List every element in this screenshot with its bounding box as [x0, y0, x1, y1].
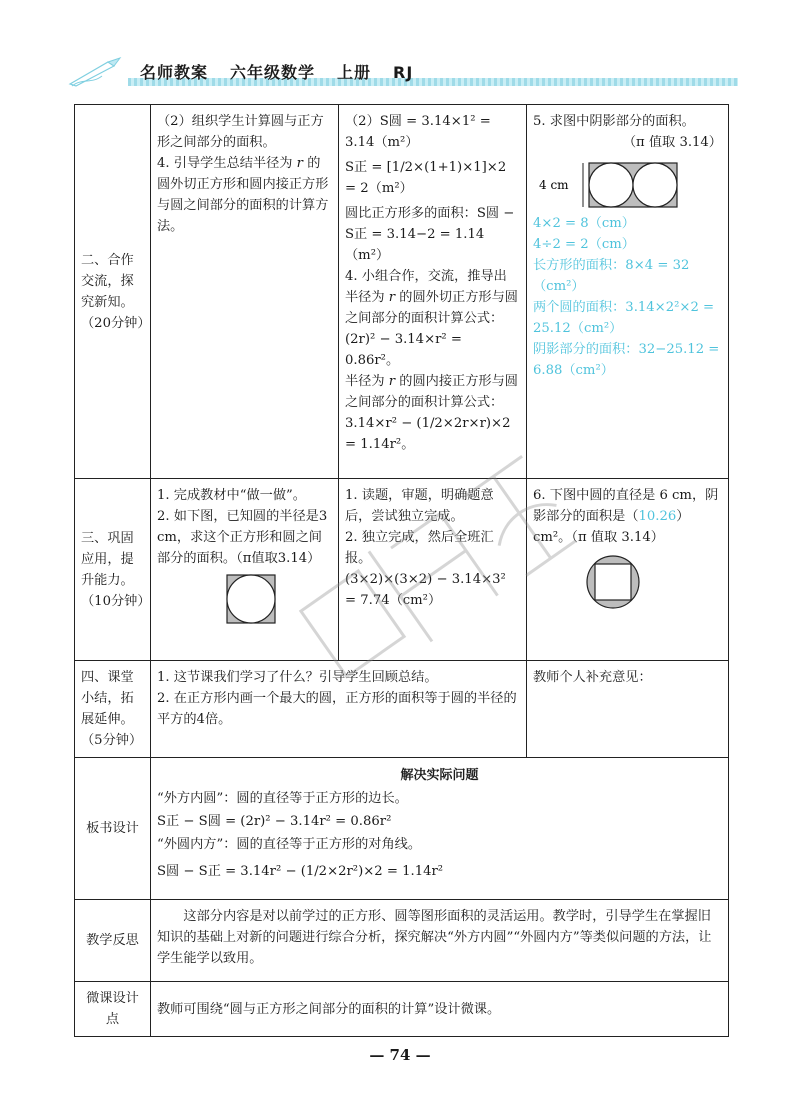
- teacher-activity: [151, 479, 339, 661]
- formula-line: S正 − S圆 = (2r)² − 3.14r² = 0.86r²: [157, 814, 392, 829]
- header-title: [140, 60, 435, 83]
- answer-line: 4÷2 = 2（cm）: [533, 237, 635, 252]
- text-line: 1. 这节课我们学习了什么？引导学生回顾总结。: [157, 670, 438, 685]
- pi-note: （π 值取 3.14）: [622, 135, 722, 150]
- text-line: “外方内圆”：圆的直径等于正方形的边长。: [157, 791, 408, 806]
- exercise-question: 6. 下图中圆的直径是 6 cm，阴影部分的面积是（10.26）cm²。（π 值取 3.14）: [533, 488, 719, 545]
- stage-label: 二、合作交流，探究新知。（20分钟）: [75, 105, 151, 479]
- text-line: 半径为 r 的圆内接正方形与圆之间部分的面积计算公式：3.14×r² − (1/2×2r×r)×2 = 1.14r²。: [345, 374, 518, 452]
- circle-in-square-figure: [217, 573, 287, 625]
- pen-icon: [68, 56, 128, 88]
- table-row: [75, 982, 729, 1037]
- text-line: 2. 在正方形内画一个最大的圆，正方形的面积等于圆的半径的平方的4倍。: [157, 691, 517, 727]
- book-name: 名师教案: [140, 63, 209, 82]
- text-line: 圆比正方形多的面积：S圆 − S正 = 3.14−2 = 1.14（m²）: [345, 206, 515, 263]
- board-title: 解决实际问题: [400, 768, 479, 783]
- answer-line: 两个圆的面积：3.14×2²×2 = 25.12（cm²）: [533, 300, 715, 336]
- text-line: 4. 小组合作，交流，推导出半径为 r 的圆外切正方形与圆之间部分的面积计算公式：(2r)² − 3.14×r² = 0.86r²。: [345, 269, 518, 368]
- stage-label: 三、巩固应用，提升能力。（10分钟）: [75, 479, 151, 661]
- table-row: [75, 661, 729, 758]
- micro-course-text: 教师可围绕“圆与正方形之间部分的面积的计算”设计微课。: [151, 982, 729, 1037]
- table-row: [75, 479, 729, 661]
- table-row: [75, 900, 729, 982]
- text-line: （2）S圆 = 3.14×1² = 3.14（m²）: [345, 114, 491, 150]
- table-row: [75, 105, 729, 479]
- reflection-text: 这部分内容是对以前学过的正方形、圆等图形面积的灵活运用。教学时，引导学生在掌握旧知识的基础上对新的问题进行综合分析，探究解决“外方内圆”“外圆内方”等类似问题的方法，让学生能学以致用。: [151, 900, 729, 982]
- text-line: (3×2)×(3×2) − 3.14×3² = 7.74（cm²）: [345, 572, 506, 608]
- grade: 六年级数学: [230, 63, 316, 82]
- section-label: 微课设计点: [75, 982, 151, 1037]
- exercise: [527, 479, 729, 661]
- answer-line: 阴影部分的面积：32−25.12 = 6.88（cm²）: [533, 342, 720, 378]
- formula-line: S圆 − S正 = 3.14r² − (1/2×2r²)×2 = 1.14r²: [157, 864, 444, 879]
- exercise-question: 5. 求图中阴影部分的面积。: [533, 114, 695, 129]
- answer-value: 10.26: [638, 509, 677, 524]
- lesson-plan-table: [74, 104, 729, 1037]
- text-line: 1. 读题，审题，明确题意后，尝试独立完成。: [345, 488, 494, 524]
- volume: 上册: [337, 63, 372, 82]
- student-activity: [339, 479, 527, 661]
- text-line: “外圆内方”：圆的直径等于正方形的对角线。: [157, 837, 422, 852]
- summary: [151, 661, 527, 758]
- text-line: 4. 引导学生总结半径为 r 的圆外切正方形和圆内接正方形与圆之间部分的面积的计算方法。: [157, 156, 329, 234]
- edition: RJ: [393, 63, 414, 82]
- answer-line: 4×2 = 8（cm）: [533, 216, 635, 231]
- section-label: 教学反思: [75, 900, 151, 982]
- section-label: 板书设计: [75, 758, 151, 900]
- page-header: [68, 56, 738, 90]
- square-in-circle-figure: [583, 554, 653, 610]
- text-line: 2. 如下图，已知圆的半径是3 cm，求这个正方形和圆之间部分的面积。（π值取3.14）: [157, 509, 328, 566]
- two-circles-figure: [533, 157, 723, 213]
- table-row: [75, 758, 729, 900]
- text-line: （2）组织学生计算圆与正方形之间部分的面积。: [157, 114, 324, 150]
- board-design: [151, 758, 729, 900]
- text-line: 1. 完成教材中“做一做”。: [157, 488, 306, 503]
- stage-label: 四、课堂小结，拓展延伸。（5分钟）: [75, 661, 151, 758]
- teacher-activity: [151, 105, 339, 479]
- teacher-note: 教师个人补充意见：: [527, 661, 729, 758]
- figure-label: 4 cm: [539, 178, 569, 192]
- student-activity: [339, 105, 527, 479]
- page-number: — 74 —: [369, 1046, 431, 1064]
- text-line: S正 = [1/2×(1+1)×1]×2 = 2（m²）: [345, 160, 507, 196]
- text-line: 2. 独立完成，然后全班汇报。: [345, 530, 494, 566]
- answer-line: 长方形的面积：8×4 = 32（cm²）: [533, 258, 690, 294]
- exercise: [527, 105, 729, 479]
